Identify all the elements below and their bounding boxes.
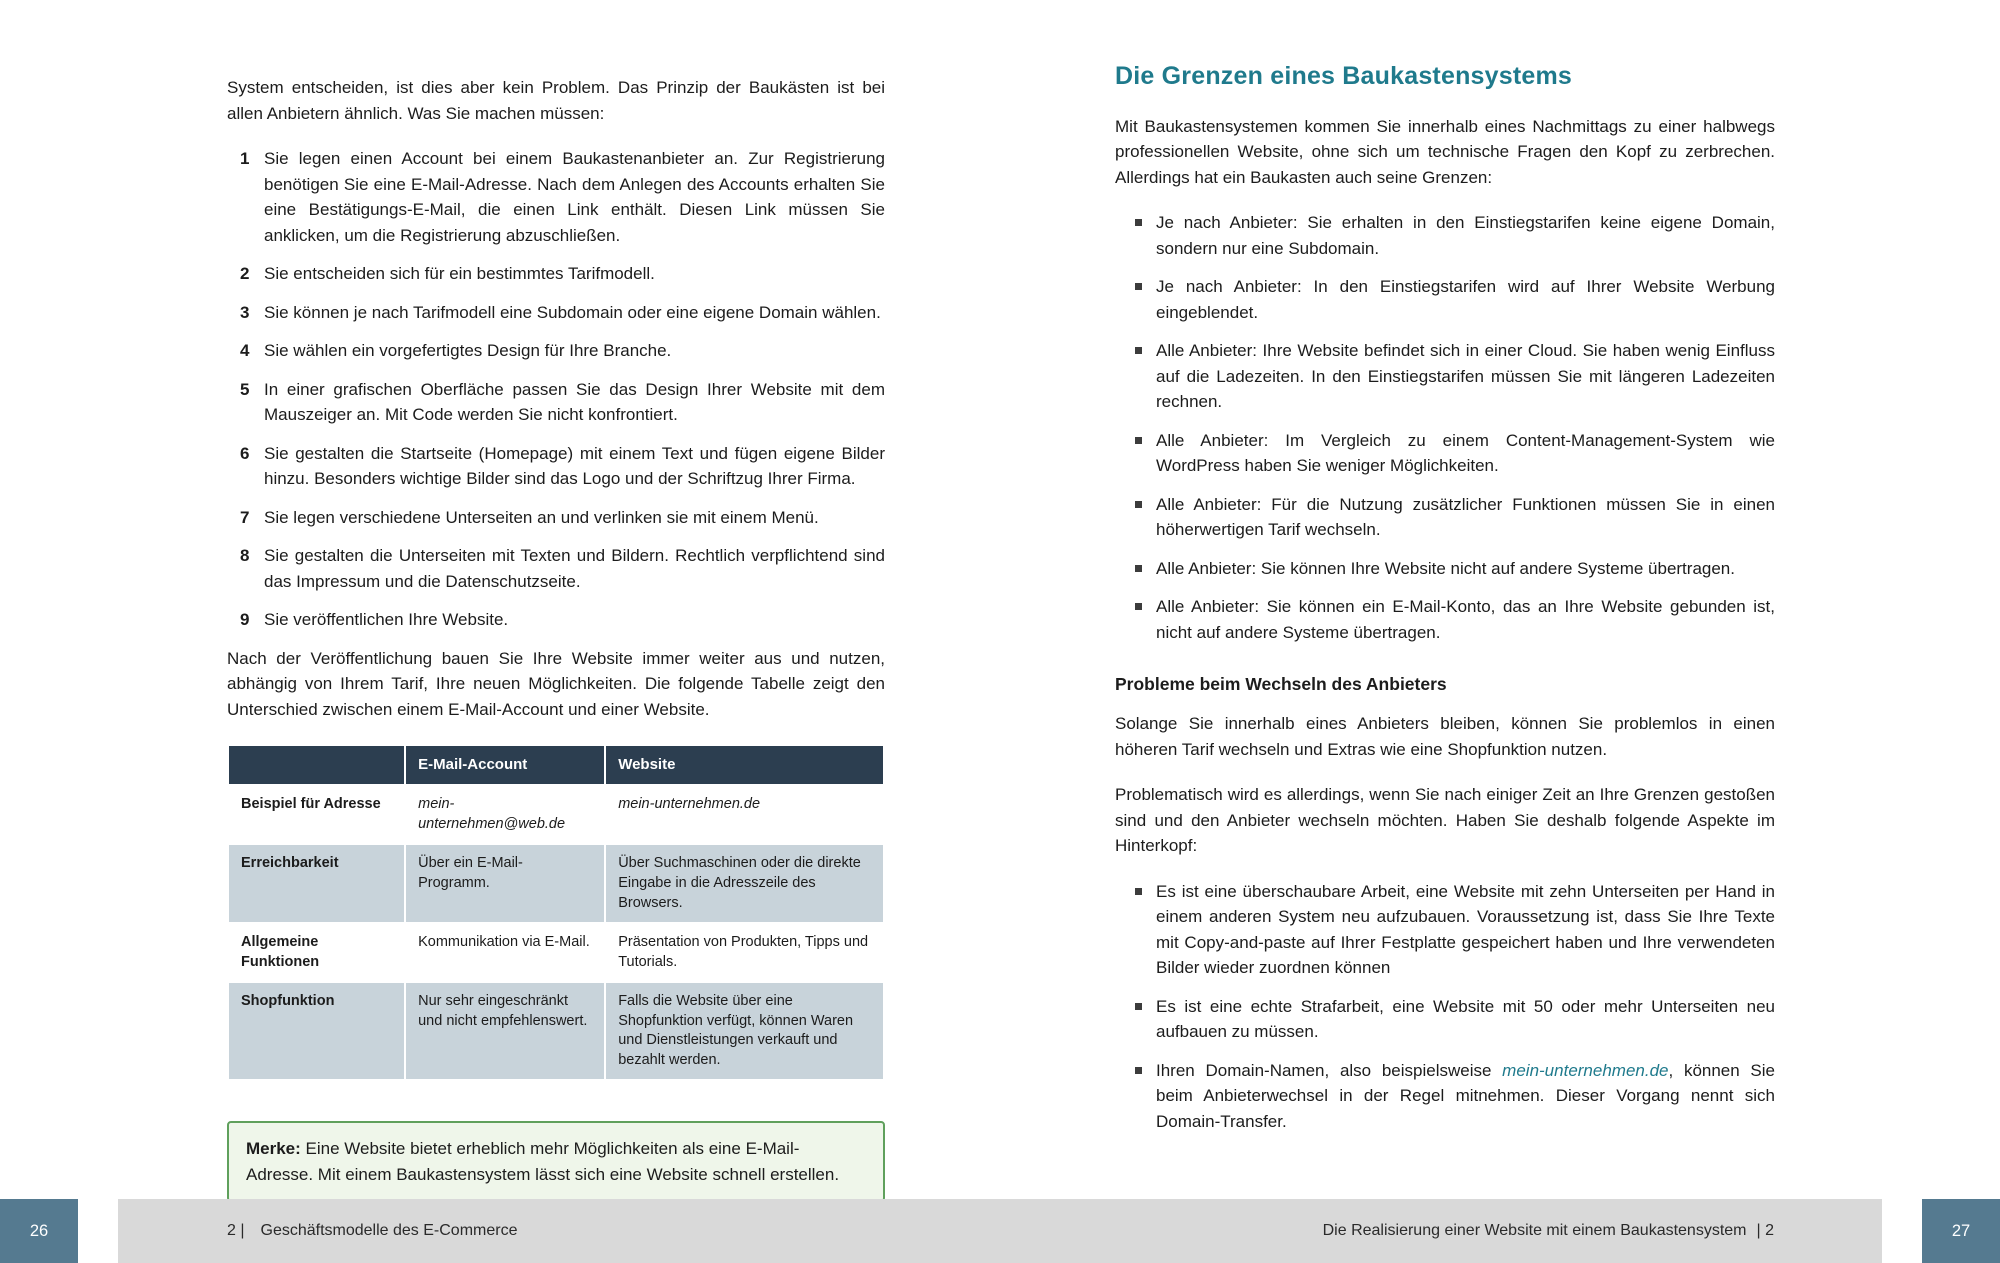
table-header-cell-email: E-Mail-Account — [405, 745, 605, 785]
comparison-table — [227, 744, 885, 1081]
step-number: 4 — [240, 341, 250, 360]
table-row — [228, 785, 884, 844]
bullet-square-icon — [1135, 219, 1142, 226]
bullet-text: Alle Anbieter: Sie können ein E-Mail-Konto, das an Ihre Website gebunden ist, nicht auf andere Systeme übertragen. — [1156, 597, 1775, 642]
page-number-left: 26 — [0, 1199, 78, 1263]
step-item — [227, 261, 885, 287]
footer-chapter-number-right: | 2 — [1756, 1222, 1774, 1239]
bullet-square-icon — [1135, 565, 1142, 572]
row-label-cell: Erreichbarkeit — [228, 844, 405, 923]
website-cell: Über Suchmaschinen oder die direkte Eingabe in die Adresszeile des Browsers. — [605, 844, 884, 923]
bullet-text: Je nach Anbieter: Sie erhalten in den Einstiegstarifen keine eigene Domain, sondern nur eine Subdomain. — [1156, 213, 1775, 258]
footer-chapter-title-right: Die Realisierung einer Website mit einem Baukastensystem — [1322, 1222, 1747, 1239]
bullet-square-icon — [1135, 347, 1142, 354]
step-text: Sie legen einen Account bei einem Baukastenanbieter an. Zur Registrierung benötigen Sie eine E-Mail-Adresse. Nach dem Anlegen des Accounts erhalten Sie eine Bestätigungs-E-Mail, die einen Link enthält. Diesen Link müssen Sie anklicken, um die Registrierung abzuschließen. — [264, 149, 885, 245]
merke-box — [227, 1121, 885, 1202]
step-number: 2 — [240, 264, 250, 283]
table-row — [228, 982, 884, 1080]
footer-right — [1323, 1222, 1774, 1240]
footer-bar — [118, 1199, 1882, 1263]
bullet-text: Alle Anbieter: Ihre Website befindet sich in einer Cloud. Sie haben wenig Einfluss auf die Ladezeiten. In den Einstiegstarifen müssen Sie mit längeren Ladezeiten rechnen. — [1156, 341, 1775, 411]
row-label-cell: Allgemeine Funktionen — [228, 923, 405, 982]
step-item — [227, 300, 885, 326]
step-item — [227, 377, 885, 428]
left-page-column — [227, 75, 885, 1202]
step-number: 7 — [240, 507, 250, 527]
step-text: In einer grafischen Oberfläche passen Sie das Design Ihrer Website mit dem Mauszeiger an. Mit Code werden Sie nicht konfrontiert. — [264, 379, 885, 424]
footer-chapter-number-left: 2 | — [227, 1222, 245, 1239]
bullet-text: Es ist eine überschaubare Arbeit, eine Website mit zehn Unterseiten per Hand in einem anderen System neu aufzubauen. Voraussetzung ist, dass Sie Ihre Texte mit Copy-and-paste auf Ihrer Festplatte gespeichert haben und Ihre verwendeten Bilder wieder zuordnen können — [1156, 881, 1775, 978]
step-number: 1 — [240, 149, 250, 168]
bullet-text-post: , können Sie beim Anbieterwechsel in der Regel mitnehmen. Dieser Vorgang nennt sich Domain-Transfer. — [1156, 1060, 1775, 1131]
bullet-text: Alle Anbieter: Im Vergleich zu einem Content-Management-System wie WordPress haben Sie weniger Möglichkeiten. — [1156, 430, 1775, 475]
bullet-item — [1115, 428, 1775, 479]
step-number: 3 — [240, 302, 250, 322]
merke-label: Merke: — [246, 1139, 301, 1159]
paragraph: Solange Sie innerhalb eines Anbieters bleiben, können Sie problemlos in einen höheren Tarif wechseln und Extras wie eine Shopfunktion nutzen. — [1115, 714, 1775, 759]
step-item — [227, 607, 885, 633]
row-label-cell: Shopfunktion — [228, 982, 405, 1080]
bullet-item — [1115, 879, 1775, 981]
intro-paragraph: Mit Baukastensystemen kommen Sie innerhalb eines Nachmittags zu einer halbwegs professionellen Website, ohne sich um technische Fragen den Kopf zu zerbrechen. Allerdings hat ein Baukasten auch seine Grenzen: — [1115, 116, 1775, 187]
after-steps-paragraph: Nach der Veröffentlichung bauen Sie Ihre Website immer weiter aus und nutzen, abhängig von Ihrem Tarif, Ihre neuen Möglichkeiten. Die folgende Tabelle zeigt den Unterschied zwischen einem E-Mail-Account und einer Website. — [227, 648, 885, 719]
bullet-text: Es ist eine echte Strafarbeit, eine Website mit 50 oder mehr Unterseiten neu aufbauen zu müssen. — [1156, 996, 1775, 1042]
bullet-text: Alle Anbieter: Sie können Ihre Website nicht auf andere Systeme übertragen. — [1156, 558, 1735, 578]
table-header-row — [228, 745, 884, 785]
step-item — [227, 146, 885, 248]
website-cell: mein-unternehmen.de — [605, 785, 884, 844]
table-header-cell-website: Website — [605, 745, 884, 785]
bullet-item — [1115, 210, 1775, 261]
email-cell: Nur sehr eingeschränkt und nicht empfehlenswert. — [405, 982, 605, 1080]
bullet-item — [1115, 556, 1775, 582]
step-text: Sie veröffentlichen Ihre Website. — [264, 610, 509, 629]
bullet-square-icon — [1135, 1067, 1142, 1074]
website-cell: Falls die Website über eine Shopfunktion verfügt, können Waren und Dienstleistungen verkauft und bezahlt werden. — [605, 982, 884, 1080]
domain-link: mein-unternehmen.de — [1502, 1060, 1669, 1080]
bullet-square-icon — [1135, 888, 1142, 895]
bullet-item — [1115, 338, 1775, 415]
bullet-item — [1115, 492, 1775, 543]
intro-paragraph: System entscheiden, ist dies aber kein Problem. Das Prinzip der Baukästen ist bei allen Anbietern ähnlich. Was Sie machen müssen: — [227, 78, 885, 123]
table-row — [228, 923, 884, 982]
bullet-square-icon — [1135, 501, 1142, 508]
right-page-column — [1115, 58, 1775, 1147]
step-item — [227, 505, 885, 531]
limits-bullet-list — [1115, 210, 1775, 645]
step-text: Sie können je nach Tarifmodell eine Subdomain oder eine eigene Domain wählen. — [264, 302, 881, 322]
step-number: 5 — [240, 379, 250, 399]
footer-chapter-title-left: Geschäftsmodelle des E-Commerce — [260, 1222, 518, 1239]
step-text: Sie legen verschiedene Unterseiten an und verlinken sie mit einem Menü. — [264, 507, 819, 527]
step-item — [227, 543, 885, 594]
page-title: Die Grenzen eines Baukastensystems — [1115, 62, 1573, 90]
step-text: Sie entscheiden sich für ein bestimmtes Tarifmodell. — [264, 264, 655, 283]
step-number: 8 — [240, 546, 250, 565]
email-cell: Über ein E-Mail-Programm. — [405, 844, 605, 923]
bullet-square-icon — [1135, 1003, 1142, 1010]
page-number-right: 27 — [1922, 1199, 2000, 1263]
bullet-square-icon — [1135, 437, 1142, 444]
merke-text: Eine Website bietet erheblich mehr Möglichkeiten als eine E-Mail-Adresse. Mit einem Baukastensystem lässt sich eine Website schnell erstellen. — [246, 1139, 840, 1184]
provider-change-bullet-list — [1115, 879, 1775, 1135]
table-row — [228, 844, 884, 923]
step-number: 9 — [240, 610, 250, 629]
step-number: 6 — [240, 443, 250, 463]
step-text: Sie gestalten die Startseite (Homepage) mit einem Text und fügen eigene Bilder hinzu. Besonders wichtige Bilder sind das Logo und der Schriftzug Ihrer Firma. — [264, 443, 885, 488]
email-cell: Kommunikation via E-Mail. — [405, 923, 605, 982]
section-subheading: Probleme beim Wechseln des Anbieters — [1115, 674, 1447, 694]
website-cell: Präsentation von Produkten, Tipps und Tutorials. — [605, 923, 884, 982]
bullet-item — [1115, 1058, 1775, 1135]
bullet-square-icon — [1135, 603, 1142, 610]
bullet-item — [1115, 994, 1775, 1045]
step-text: Sie wählen ein vorgefertigtes Design für Ihre Branche. — [264, 341, 672, 360]
paragraph: Problematisch wird es allerdings, wenn Sie nach einiger Zeit an Ihre Grenzen gestoßen sind und den Anbieter wechseln möchten. Haben Sie deshalb folgende Aspekte im Hinterkopf: — [1115, 785, 1775, 856]
step-item — [227, 338, 885, 364]
bullet-text-pre: Ihren Domain-Namen, also beispielsweise — [1156, 1060, 1503, 1080]
row-label-cell: Beispiel für Adresse — [228, 785, 405, 844]
numbered-steps-list — [227, 146, 885, 633]
bullet-item — [1115, 274, 1775, 325]
bullet-item — [1115, 594, 1775, 645]
footer-left — [227, 1222, 517, 1240]
bullet-text: Je nach Anbieter: In den Einstiegstarifen wird auf Ihrer Website Werbung eingeblendet. — [1156, 277, 1775, 322]
table-header-cell-empty — [228, 745, 405, 785]
step-text: Sie gestalten die Unterseiten mit Texten und Bildern. Rechtlich verpflichtend sind das Impressum und die Datenschutzseite. — [264, 546, 885, 591]
bullet-text: Alle Anbieter: Für die Nutzung zusätzlicher Funktionen müssen Sie in einen höherwertigen Tarif wechseln. — [1156, 494, 1775, 539]
email-cell: mein-unternehmen@web.de — [405, 785, 605, 844]
bullet-square-icon — [1135, 283, 1142, 290]
step-item — [227, 441, 885, 492]
